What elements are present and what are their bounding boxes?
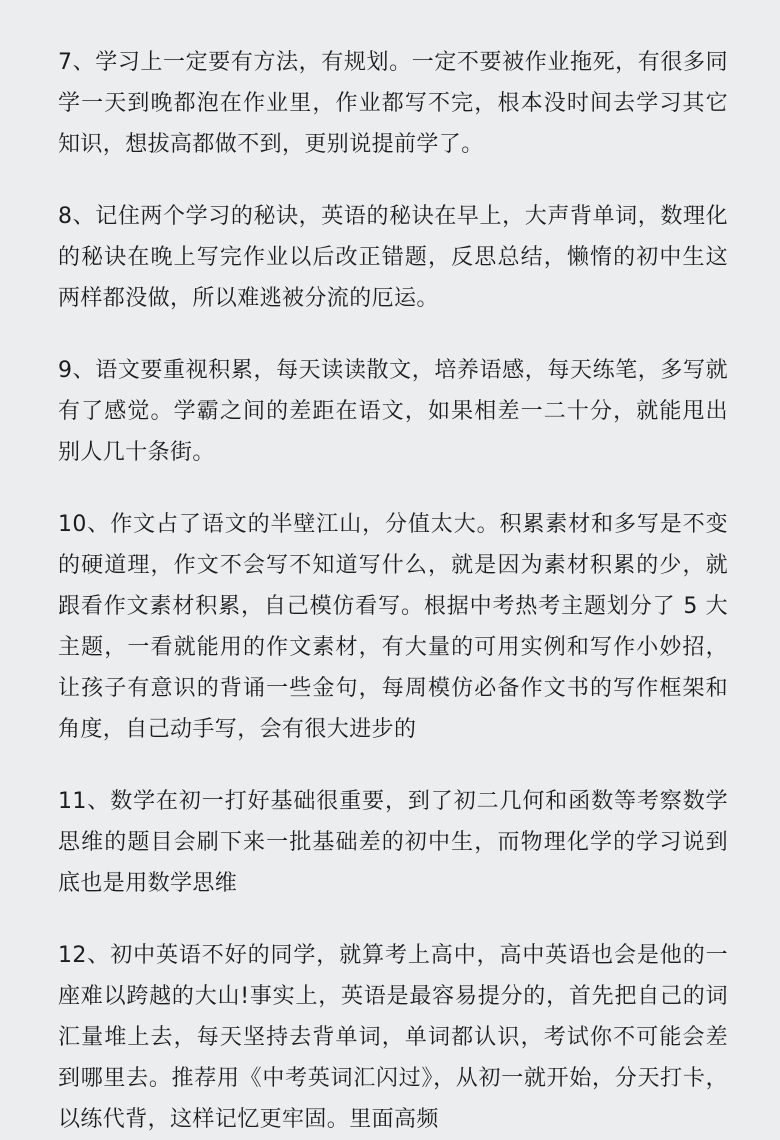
paragraph-7: 7、学习上一定要有方法，有规划。一定不要被作业拖死，有很多同学一天到晚都泡在作业里，作业都写不完，根本没时间去学习其它知识，想拔高都做不到，更别说提前学了。 bbox=[58, 50, 728, 157]
article-body bbox=[58, 42, 728, 1140]
paragraph-8: 8、记住两个学习的秘诀，英语的秘诀在早上，大声背单词，数理化的秘诀在晚上写完作业以后改正错题，反思总结，懒惰的初中生这两样都没做，所以难逃被分流的厄运。 bbox=[58, 204, 728, 311]
paragraph-11: 11、数学在初一打好基础很重要，到了初二几何和函数等考察数学思维的题目会刷下来一批基础差的初中生，而物理化学的学习说到底也是用数学思维 bbox=[58, 789, 728, 896]
paragraph-10: 10、作文占了语文的半壁江山，分值太大。积累素材和多写是不变的硬道理，作文不会写不知道写什么，就是因为素材积累的少，就跟看作文素材积累，自己模仿看写。根据中考热考主题划分了 5 大主题，一看就能用的作文素材，有大量的可用实例和写作小妙招，让孩子有意识的背诵一些金句，每周模仿必备作文书的写作框架和角度，自己动手写，会有很大进步的 bbox=[58, 512, 728, 742]
paragraph-12: 12、初中英语不好的同学，就算考上高中，高中英语也会是他的一座难以跨越的大山!事实上，英语是最容易提分的，首先把自己的词汇量堆上去，每天坚持去背单词，单词都认识，考试你不可能会差到哪里去。推荐用《中考英词汇闪过》，从初一就开始，分天打卡，以练代背，这样记忆更牢固。里面高频 bbox=[58, 943, 728, 1132]
paragraph-9: 9、语文要重视积累，每天读读散文，培养语感，每天练笔，多写就有了感觉。学霸之间的差距在语文，如果相差一二十分，就能甩出别人几十条街。 bbox=[58, 358, 728, 465]
